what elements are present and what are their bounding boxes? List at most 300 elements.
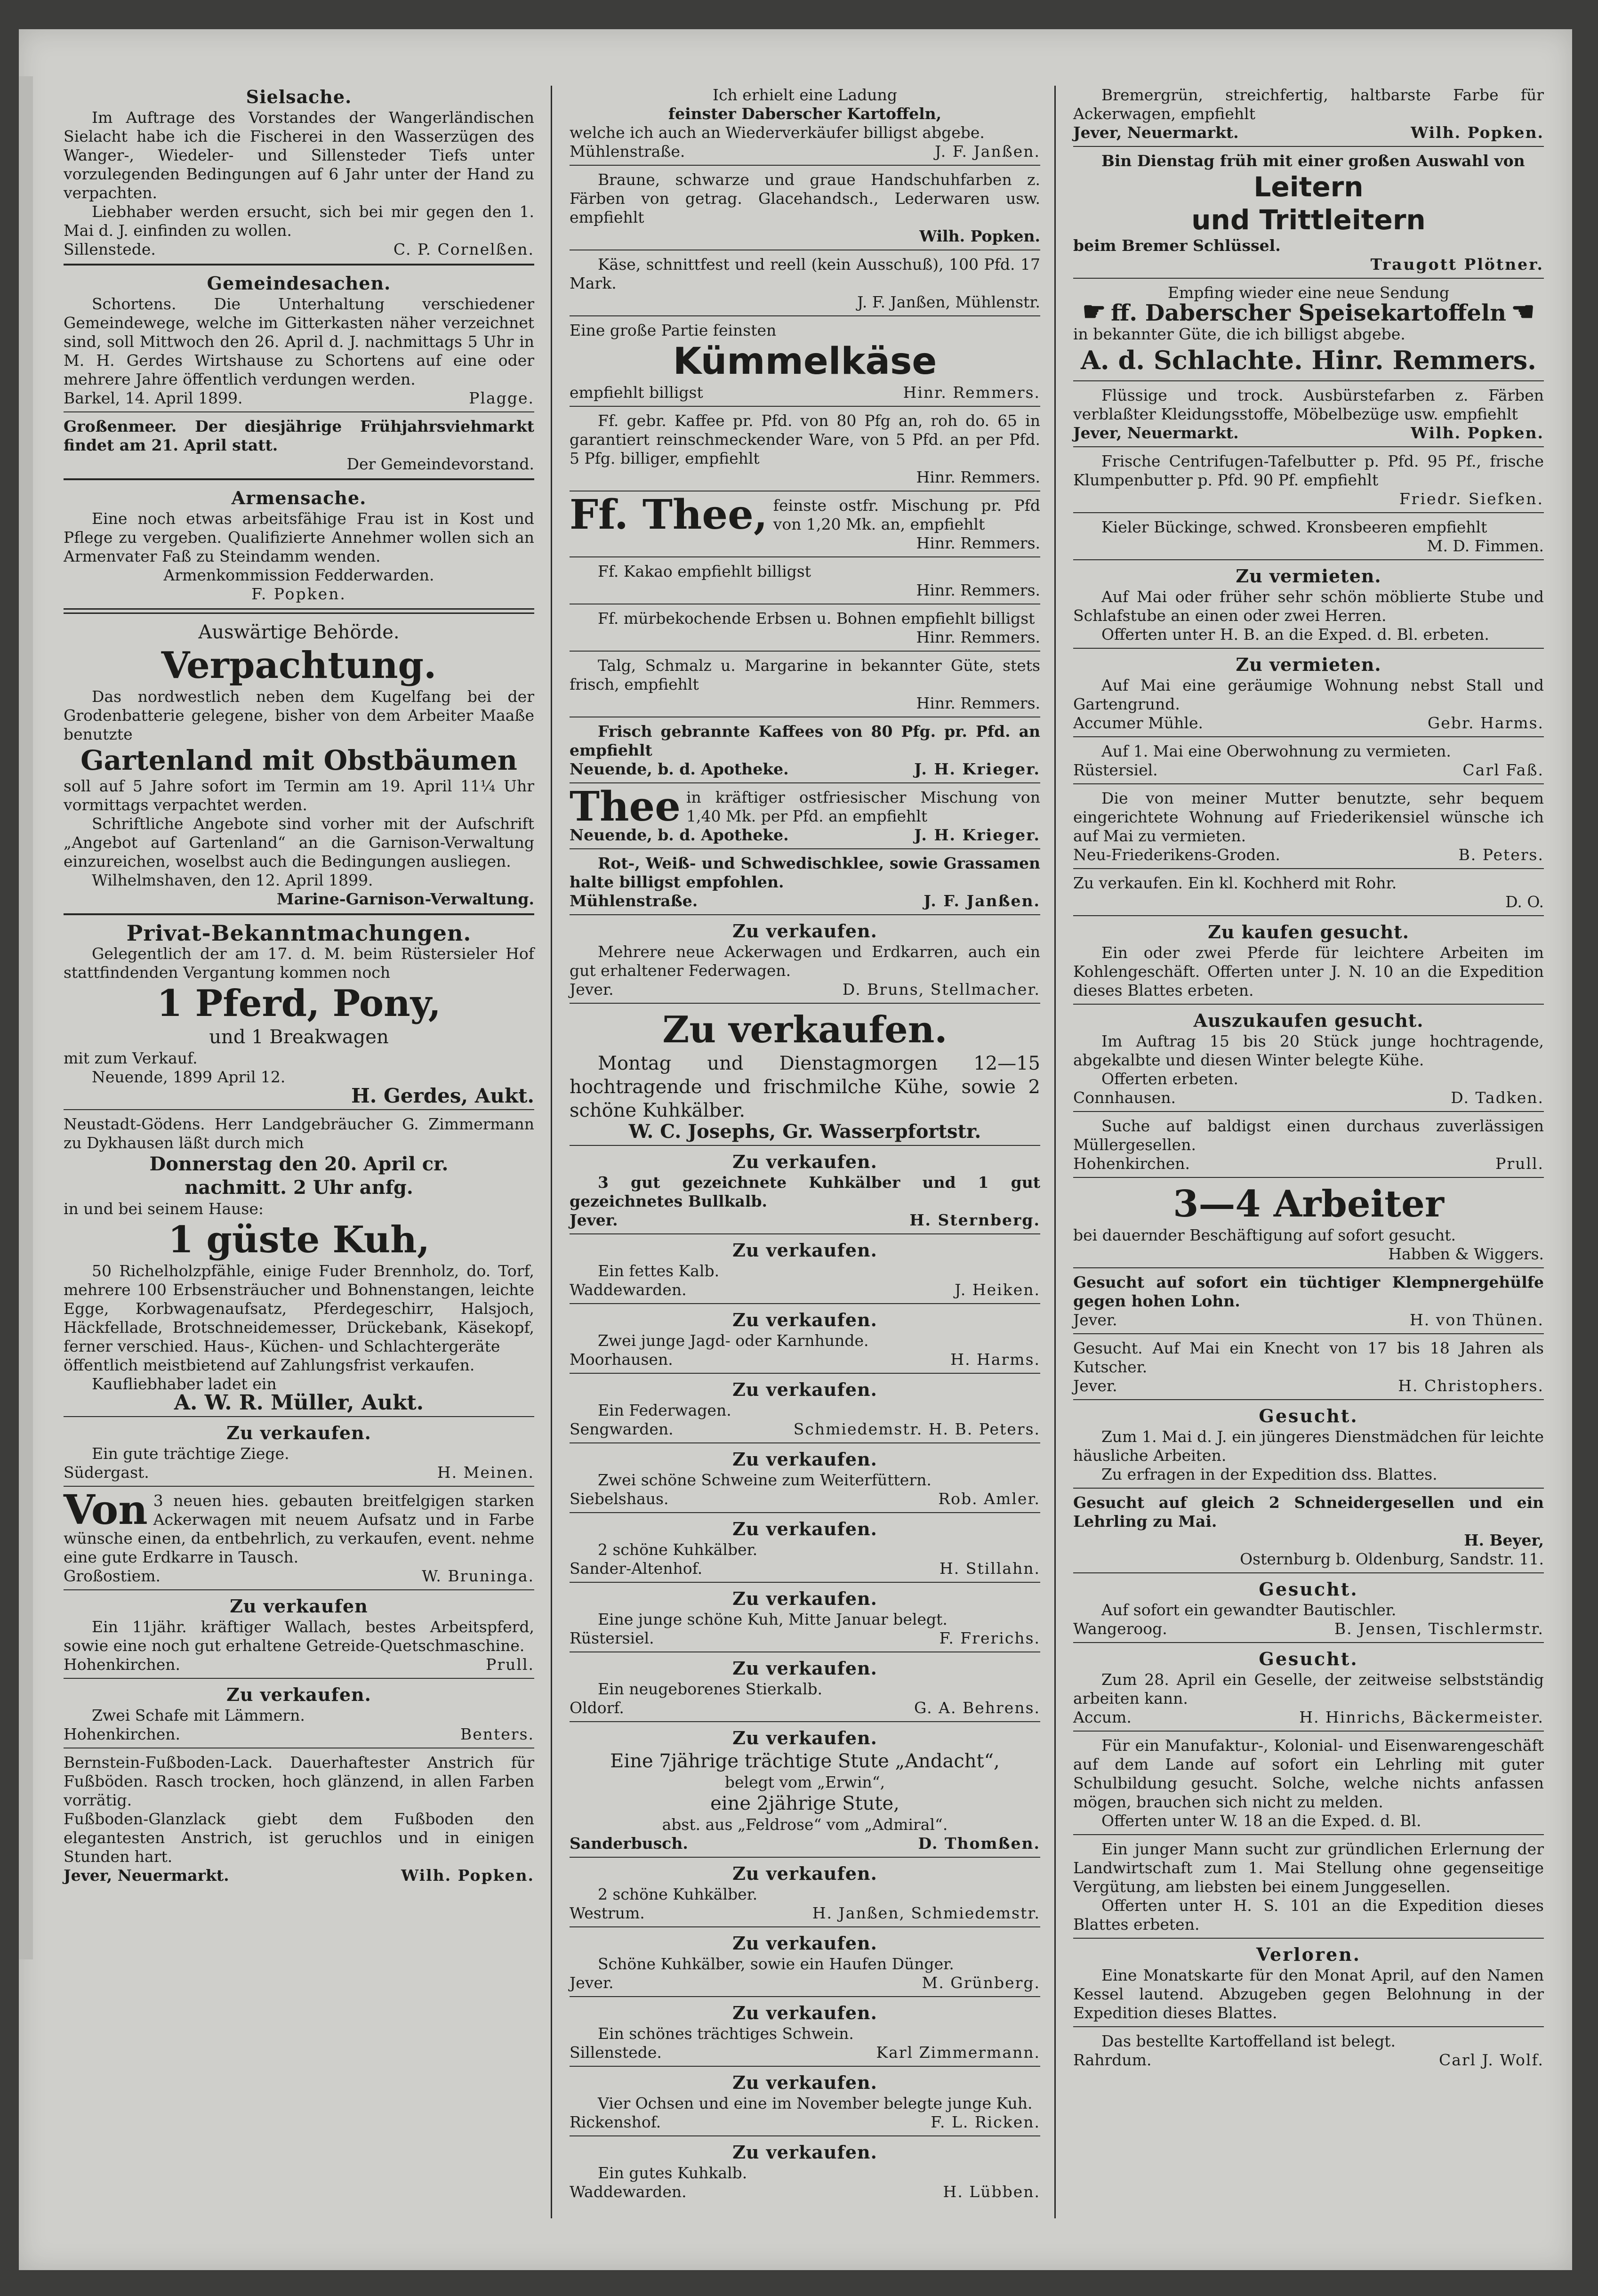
divider — [1073, 1834, 1544, 1835]
ad-vermieten-2 — [1073, 653, 1544, 733]
ad-auszukaufen — [1073, 1009, 1544, 1107]
ad-text: Ein schönes trächtiges Schwein. — [598, 2024, 854, 2043]
divider — [1073, 783, 1544, 784]
heading: Auszukaufen gesucht. — [1193, 1010, 1424, 1031]
ad-text: Bernstein-Fußboden-Lack. Dauerhaftester Anstrich für Fußböden. Rasch trocken, hoch glänzend, in allen Farben vorrätig. — [64, 1753, 534, 1809]
signature: G. A. Behrens. — [914, 1699, 1040, 1717]
ad-text: beim Bremer Schlüssel. — [1073, 236, 1281, 255]
ad-text: Mehrere neue Ackerwagen und Erdkarren, auch ein gut erhaltener Federwagen. — [570, 943, 1040, 980]
divider — [570, 1303, 1040, 1304]
ad-pferde-kaufen — [1073, 921, 1544, 1000]
divider — [570, 848, 1040, 849]
ad-text: Im Auftrag 15 bis 20 Stück junge hochtragende, abgekalbte und diesen Winter belegte Kühe. — [1073, 1032, 1544, 1069]
signature: Armenkommission Fedderwarden. — [163, 566, 434, 584]
ad-text: empfiehlt billigst — [570, 383, 703, 402]
divider — [1073, 1572, 1544, 1573]
headline: eine 2jährige Stute, — [710, 1793, 899, 1814]
headline: A. d. Schlachte. Hinr. Remmers. — [1081, 345, 1536, 375]
heading: Zu verkaufen. — [226, 1422, 371, 1443]
ad-stierkalb — [570, 1657, 1040, 1717]
signature: J. H. Krieger. — [914, 760, 1040, 778]
ad-wallach — [64, 1595, 534, 1674]
signature: D. Bruns, Stellmacher. — [842, 980, 1040, 999]
ad-bueckinge — [1073, 518, 1544, 556]
ad-text: Gesucht. Auf Mai ein Knecht von 17 bis 18 Jahren als Kutscher. — [1073, 1339, 1544, 1376]
divider — [1073, 1267, 1544, 1268]
ad-ackerwagen — [570, 920, 1040, 999]
column-1 — [64, 86, 534, 1888]
heading: Zu vermieten. — [1236, 654, 1381, 675]
divider — [1073, 446, 1544, 447]
signature: J. Heiken. — [955, 1281, 1040, 1299]
heading: Zu verkaufen — [230, 1595, 368, 1617]
divider — [64, 608, 534, 614]
ad-text: 2 schöne Kuhkälber. — [598, 1885, 758, 1903]
signature: Traugott Plötner. — [1370, 255, 1544, 274]
ad-text: Offerten unter W. 18 an die Exped. d. Bl. — [1101, 1812, 1421, 1830]
divider — [570, 1996, 1040, 1997]
ad-verpachtung — [64, 620, 534, 909]
ad-text: öffentlich meistbietend auf Zahlungsfrist verkaufen. — [64, 1356, 475, 1374]
divider — [570, 165, 1040, 166]
place: Wangeroog. — [1073, 1619, 1167, 1638]
ad-arbeiter — [1073, 1183, 1544, 1264]
divider — [64, 1678, 534, 1679]
signature: J. F. Janßen, Mühlenstr. — [857, 293, 1040, 311]
ad-text: Eine große Partie feinsten — [570, 321, 777, 339]
signature: C. P. Cornelßen. — [393, 240, 534, 258]
signature: Wilh. Popken. — [1411, 424, 1544, 442]
ad-text: Ein Federwagen. — [598, 1401, 731, 1419]
column-rule — [1054, 86, 1056, 2218]
divider — [64, 1589, 534, 1590]
divider — [570, 1582, 1040, 1583]
place: Rahrdum. — [1073, 2051, 1152, 2069]
ad-text: Ein junger Mann sucht zur gründlichen Erlernung der Landwirtschaft zum 1. Mai Stellung ohne gegenseitige Vergütung, am liebsten bei einem Junggesellen. — [1073, 1840, 1544, 1896]
ad-text: Frisch gebrannte Kaffees von 80 Pfg. pr. Pfd. an empfiehlt — [570, 722, 1040, 759]
ad-text: 3 gut gezeichnete Kuhkälber und 1 gut gezeichnetes Bullkalb. — [570, 1173, 1040, 1210]
ad-text: Flüssige und trock. Ausbürstefarben z. Färben verblaßter Kleidungsstoffe, Möbelbezüge usw. empfiehlt — [1073, 386, 1544, 423]
ad-text: 2 schöne Kuhkälber. — [598, 1540, 758, 1559]
signature: F. L. Ricken. — [931, 2113, 1040, 2131]
date: Wilhelmshaven, den 12. April 1899. — [92, 871, 373, 889]
place: Mühlenstraße. — [570, 892, 698, 910]
place: Jever. — [570, 980, 614, 999]
ad-ausbuerstefarben — [1073, 386, 1544, 443]
divider — [570, 914, 1040, 915]
place: Accum. — [1073, 1708, 1132, 1726]
place: Jever. — [1073, 1311, 1117, 1329]
ad-frisch-kaffee — [570, 722, 1040, 779]
ad-pferd — [64, 922, 534, 1105]
place: Hohenkirchen. — [64, 1655, 181, 1674]
ad-thee-krieger — [570, 783, 1040, 845]
ad-text: in kräftiger ostfriesischer Mischung von 1,40 Mk. per Pfd. an empfiehlt — [686, 788, 1040, 825]
signature: Schmiedemstr. H. B. Peters. — [793, 1420, 1040, 1438]
signature: Friedr. Siefken. — [1399, 490, 1544, 508]
ad-text: Offerten erbeten. — [1101, 1070, 1238, 1088]
ad-text: Das bestellte Kartoffelland ist belegt. — [1101, 2032, 1396, 2050]
ad-schafe — [64, 1684, 534, 1744]
ad-von — [64, 1486, 534, 1586]
ad-text: Eine junge schöne Kuh, Mitte Januar belegt. — [598, 1610, 948, 1628]
signature: H. Janßen, Schmiedemstr. — [812, 1904, 1040, 1922]
heading: Zu verkaufen. — [732, 1518, 877, 1539]
date: Neuende, 1899 April 12. — [92, 1068, 286, 1086]
divider — [570, 1442, 1040, 1443]
ad-knecht — [1073, 1339, 1544, 1395]
headline: nachmitt. 2 Uhr anfg. — [185, 1176, 413, 1199]
divider — [570, 1145, 1040, 1146]
ad-text: belegt vom „Erwin“, — [724, 1773, 885, 1791]
signature: H. Christophers. — [1398, 1377, 1544, 1395]
ad-text: Braune, schwarze und graue Handschuhfarben z. Färben von getrag. Glacehandsch., Lederwaren usw. empfiehlt — [570, 170, 1040, 226]
ad-kuhkaelber — [570, 1518, 1040, 1578]
signature: Wilh. Popken. — [919, 227, 1040, 245]
place: Waddewarden. — [570, 1281, 687, 1299]
ad-text: Die von meiner Mutter benutzte, sehr bequem eingerichtete Wohnung auf Friederikensiel wünsche ich auf Mai zu vermieten. — [1073, 789, 1544, 845]
headline: ff. Daberscher Speisekartoffeln — [1110, 300, 1507, 326]
signature: Benters. — [460, 1725, 534, 1743]
ad-text: Ff. mürbekochende Erbsen u. Bohnen empfiehlt billigst — [598, 609, 1035, 628]
divider — [570, 2066, 1040, 2067]
ad-text: Auf Mai eine geräumige Wohnung nebst Stall und Gartengrund. — [1073, 676, 1544, 713]
ad-schneider — [1073, 1493, 1544, 1569]
heading: Armensache. — [231, 487, 367, 508]
ad-text: Ein fettes Kalb. — [598, 1262, 720, 1280]
ad-geselle — [1073, 1648, 1544, 1727]
divider — [64, 1109, 534, 1110]
headline: 1 Pferd, Pony, — [157, 982, 441, 1025]
signature: Hinr. Remmers. — [916, 534, 1040, 552]
headline: Eine 7jährige trächtige Stute „Andacht“, — [610, 1750, 1000, 1772]
ad-text: Ein oder zwei Pferde für leichtere Arbeiten im Kohlengeschäft. Offerten unter J. N. 10 an die Expedition dieses Blattes erbeten. — [1073, 943, 1544, 999]
heading: Verloren. — [1256, 1944, 1361, 1965]
signature: Wilh. Popken. — [401, 1866, 534, 1885]
signature: Der Gemeindevorstand. — [346, 455, 534, 473]
signature: Carl Faß. — [1462, 761, 1544, 779]
heading: Gemeindesachen. — [207, 273, 391, 294]
divider — [1073, 1004, 1544, 1005]
ad-text: Zum 28. April ein Geselle, der zeitweise selbstständig arbeiten kann. — [1073, 1670, 1544, 1708]
ad-hunde — [570, 1309, 1040, 1369]
place: Barkel, 14. April 1899. — [64, 389, 243, 407]
heading: Zu verkaufen. — [732, 2142, 877, 2163]
heading: Zu verkaufen. — [732, 1309, 877, 1330]
divider — [1073, 915, 1544, 916]
divider — [64, 264, 534, 266]
ad-text: Montag und Dienstagmorgen 12—15 hochtragende und frischmilche Kühe, sowie 2 schöne Kuhkälber. — [570, 1053, 1040, 1121]
divider — [1073, 1488, 1544, 1489]
headline: Gartenland mit Obstbäumen — [80, 744, 517, 776]
ad-text: Ein neugeborenes Stierkalb. — [598, 1680, 823, 1698]
signature: H. Harms. — [950, 1350, 1040, 1369]
heading: Zu verkaufen. — [732, 1449, 877, 1470]
ad-ziege — [64, 1422, 534, 1482]
signature: H. Stillahn. — [940, 1559, 1040, 1578]
divider — [570, 315, 1040, 316]
ad-text: Gesucht auf sofort ein tüchtiger Klempnergehülfe gegen hohen Lohn. — [1073, 1273, 1544, 1310]
ad-lack — [64, 1753, 534, 1885]
signature: Hinr. Remmers. — [916, 628, 1040, 646]
signature: B. Jensen, Tischlermstr. — [1334, 1619, 1544, 1638]
ad-schweine — [570, 1448, 1040, 1508]
signature: D. O. — [1505, 893, 1544, 911]
divider — [570, 1721, 1040, 1722]
ad-text: Gesucht auf gleich 2 Schneidergesellen und ein Lehrling zu Mai. — [1073, 1493, 1544, 1531]
signature: Rob. Amler. — [938, 1490, 1040, 1508]
ad-text: Bremergrün, streichfertig, haltbarste Farbe für Ackerwagen, empfiehlt — [1073, 86, 1544, 123]
ad-armensache — [64, 487, 534, 604]
place: Jever. — [1073, 1377, 1117, 1395]
ad-leitern — [1073, 152, 1544, 274]
ad-text: Schriftliche Angebote sind vorher mit der Aufschrift „Angebot auf Gartenland“ an die Garnison-Verwaltung einzureichen, woselbst auch die Bedingungen ausliegen. — [64, 814, 534, 870]
ad-lehrling — [1073, 1736, 1544, 1830]
signature: Hinr. Remmers. — [916, 581, 1040, 599]
place: Moorhausen. — [570, 1350, 673, 1369]
ad-stute — [570, 1727, 1040, 1853]
signature: Plagge. — [469, 389, 534, 407]
divider — [1073, 1642, 1544, 1643]
divider — [1073, 278, 1544, 279]
divider — [570, 1003, 1040, 1004]
subheadline: und 1 Breakwagen — [209, 1026, 389, 1048]
signature: D. Thomßen. — [918, 1834, 1040, 1853]
ad-text: mit zum Verkauf. — [64, 1049, 198, 1067]
ad-text: Offerten unter H. S. 101 an die Expedition dieses Blattes erbeten. — [1073, 1896, 1544, 1933]
place: Sillenstede. — [64, 240, 156, 258]
heading: Zu verkaufen. — [732, 2072, 877, 2093]
ad-klempner — [1073, 1273, 1544, 1329]
heading: Gesucht. — [1259, 1579, 1358, 1600]
ad-text: 3 neuen hies. gebauten breitfelgigen starken Ackerwagen mit neuem Aufsatz und in Farbe wünsche einen, da entbehrlich, zu verkaufen, event. nehme eine gute Erdkarre in Tausch. — [64, 1491, 534, 1566]
heading: Auswärtige Behörde. — [198, 621, 400, 643]
divider — [1073, 1731, 1544, 1732]
column-3 — [1073, 86, 1544, 2072]
headline: Von — [64, 1486, 148, 1534]
ad-vermieten-1 — [1073, 565, 1544, 644]
divider — [1073, 1177, 1544, 1178]
signature: Hinr. Remmers. — [916, 694, 1040, 712]
signature: Hinr. Remmers. — [903, 383, 1040, 402]
signature: H. Meinen. — [437, 1463, 534, 1482]
ad-text: Neustadt-Gödens. Herr Landgebräucher G. Zimmermann zu Dykhausen läßt durch mich — [64, 1115, 534, 1152]
ad-text: Zu verkaufen. Ein kl. Kochherd mit Rohr. — [1073, 874, 1397, 892]
column-rule — [551, 86, 552, 2218]
place: Jever. — [570, 1211, 618, 1229]
headline: und Trittleitern — [1191, 204, 1426, 236]
signature: Carl J. Wolf. — [1438, 2051, 1544, 2069]
ad-text: welche ich auch an Wiederverkäufer billigst abgebe. — [570, 123, 985, 142]
ad-muellergeselle — [1073, 1117, 1544, 1173]
ad-text: Ff. gebr. Kaffee pr. Pfd. von 80 Pfg an, roh do. 65 in garantiert reinschmeckender Ware, von 5 Pfd. an per Pfd. 5 Pfg. billiger, empfiehlt — [570, 411, 1040, 467]
divider — [64, 1416, 534, 1417]
place: Waddewarden. — [570, 2183, 687, 2201]
heading: Zu verkaufen. — [732, 1151, 877, 1172]
heading: Zu verkaufen. — [732, 1658, 877, 1679]
place: Südergast. — [64, 1463, 149, 1482]
ad-text: Zu erfragen in der Expedition dss. Blattes. — [1101, 1465, 1437, 1483]
ad-text: feinste ostfr. Mischung pr. Pfd von 1,20 Mk. an, empfiehlt — [773, 496, 1040, 533]
signature: J. F. Janßen. — [923, 892, 1040, 910]
signature: H. Beyer, — [1464, 1531, 1544, 1549]
ad-kuehe — [570, 1008, 1040, 1141]
ad-klee — [570, 854, 1040, 910]
ad-text: Zum 1. Mai d. J. ein jüngeres Dienstmädchen für leichte häusliche Arbeiten. — [1073, 1427, 1544, 1465]
place: Accumer Mühle. — [1073, 714, 1204, 732]
place: Großostiem. — [64, 1567, 161, 1585]
divider — [570, 406, 1040, 407]
ad-fettes-kalb — [570, 1239, 1040, 1299]
place: Siebelshaus. — [570, 1490, 669, 1508]
heading: Gesucht. — [1259, 1648, 1358, 1669]
ad-text: Ein gute trächtige Ziege. — [92, 1444, 289, 1463]
heading: Zu vermieten. — [1236, 565, 1381, 587]
ad-text: Ein 11jähr. kräftiger Wallach, bestes Arbeitspferd, sowie eine noch gut erhaltene Getreide-Quetschmaschine. — [64, 1618, 534, 1655]
headline: Donnerstag den 20. April cr. — [149, 1153, 449, 1175]
heading: Gesucht. — [1259, 1405, 1358, 1426]
signature: W. Bruninga. — [422, 1567, 534, 1585]
divider — [64, 913, 534, 915]
place: Hohenkirchen. — [1073, 1154, 1190, 1173]
ad-sielsache — [64, 86, 534, 259]
place: Sander-Altenhof. — [570, 1559, 703, 1578]
divider — [1073, 1111, 1544, 1112]
signature: H. Sternberg. — [909, 1211, 1040, 1229]
place: Neuende, b. d. Apotheke. — [570, 826, 789, 844]
ad-text: Vier Ochsen und eine im November belegte junge Kuh. — [598, 2094, 1033, 2112]
signature: H. Hinrichs, Bäckermeister. — [1299, 1708, 1544, 1726]
ad-text: Ff. Kakao empfiehlt billigst — [598, 562, 811, 580]
signature: B. Peters. — [1458, 846, 1544, 864]
signature: W. C. Josephs, Gr. Wasserpfortstr. — [628, 1120, 981, 1143]
signature: F. Popken. — [251, 585, 346, 603]
ad-kuhkalb — [570, 2141, 1040, 2201]
ad-text: Liebhaber werden ersucht, sich bei mir gegen den 1. Mai d. J. einfinden zu wollen. — [64, 202, 534, 240]
divider — [570, 556, 1040, 557]
ad-oberwohnung — [1073, 742, 1544, 780]
ad-wohnung-mutter — [1073, 789, 1544, 864]
ad-text: Kieler Bückinge, schwed. Kronsbeeren empfiehlt — [1101, 518, 1487, 536]
divider — [1073, 2026, 1544, 2027]
ad-text: Auf 1. Mai eine Oberwohnung zu vermieten. — [1101, 742, 1451, 760]
place: Jever. — [570, 1974, 614, 1992]
ad-text: in und bei seinem Hause: — [64, 1200, 264, 1218]
ad-text: Eine noch etwas arbeitsfähige Frau ist in Kost und Pflege zu vergeben. Qualifizierte Annehmer wollen sich an Armenvater Faß zu Steindamm wenden. — [64, 509, 534, 565]
place: Jever, Neuermarkt. — [1073, 123, 1239, 142]
headline: Thee — [570, 783, 681, 830]
divider — [570, 1373, 1040, 1374]
divider — [570, 1857, 1040, 1858]
ad-text: Bin Dienstag früh mit einer großen Auswahl von — [1101, 152, 1525, 170]
place: Sengwarden. — [570, 1420, 674, 1438]
divider — [1073, 648, 1544, 649]
ad-text: Frische Centrifugen-Tafelbutter p. Pfd. 95 Pf., frische Klumpenbutter p. Pfd. 90 Pf. empfiehlt — [1073, 452, 1544, 489]
divider — [64, 478, 534, 480]
ad-text: in bekannter Güte, die ich billigst abgebe. — [1073, 325, 1405, 343]
ad-traechtiges-schwein — [570, 2002, 1040, 2062]
place: Connhausen. — [1073, 1088, 1176, 1107]
heading: Zu verkaufen. — [732, 920, 877, 942]
ad-text: Fußboden-Glanzlack giebt dem Fußboden den elegantesten Anstrich, ist geruchlos und in einigen Stunden hart. — [64, 1810, 534, 1866]
ad-bremergruen — [1073, 86, 1544, 142]
ad-kaese — [570, 255, 1040, 312]
signature: Prull. — [486, 1655, 534, 1674]
ad-kuhkaelber-2 — [570, 1862, 1040, 1923]
ad-kaffee — [570, 411, 1040, 487]
divider — [570, 1233, 1040, 1234]
ad-kalb1 — [570, 1151, 1040, 1230]
ad-kuh — [570, 1587, 1040, 1648]
ad-text: Empfing wieder eine neue Sendung — [1167, 283, 1450, 302]
signature: M. Grünberg. — [922, 1974, 1040, 1992]
signature: A. W. R. Müller, Aukt. — [174, 1391, 424, 1415]
divider — [1073, 1333, 1544, 1334]
place: Rüstersiel. — [570, 1629, 654, 1647]
ad-text: abst. aus „Feldrose“ vom „Admiral“. — [662, 1815, 948, 1834]
ad-verloren — [1073, 1943, 1544, 2022]
heading: Zu verkaufen. — [732, 2002, 877, 2023]
ad-kakao — [570, 562, 1040, 600]
divider — [64, 411, 534, 412]
ad-duenger — [570, 1932, 1040, 1992]
headline: feinster Daberscher Kartoffeln, — [668, 105, 942, 123]
ad-thee — [570, 491, 1040, 553]
ad-text: Das nordwestlich neben dem Kugelfang bei der Grodenbatterie gelegene, bisher von dem Arbeiter Maaße benutzte — [64, 687, 534, 743]
divider — [1073, 512, 1544, 513]
ad-speisekartoffeln — [1073, 283, 1544, 377]
divider — [1073, 1399, 1544, 1400]
ad-erbsen — [570, 609, 1040, 647]
ad-text: Kaufliebhaber ladet ein — [92, 1375, 277, 1393]
place: Rüstersiel. — [1073, 761, 1158, 779]
signature: Karl Zimmermann. — [876, 2043, 1040, 2062]
ad-text: Ein gutes Kuhkalb. — [598, 2164, 747, 2182]
ad-text: soll auf 5 Jahre sofort im Termin am 19. April 11¼ Uhr vormittags verpachtet werden. — [64, 777, 534, 814]
signature: D. Tadken. — [1451, 1088, 1544, 1107]
ad-text: Talg, Schmalz u. Margarine in bekannter Güte, stets frisch, empfiehlt — [570, 656, 1040, 693]
facing-page-edge — [19, 76, 33, 1959]
ad-grossenmeer — [64, 417, 534, 474]
ad-kartoffeln — [570, 86, 1040, 161]
ad-text: Schöne Kuhkälber, sowie ein Haufen Dünger. — [598, 1955, 954, 1973]
signature: Marine-Garnison-Verwaltung. — [277, 890, 534, 908]
ad-text: 50 Richelholzpfähle, einige Fuder Brennholz, do. Torf, mehrere 100 Erbsensträucher und Bohnenstangen, leichte Egge, Korbwagenaufsatz, Pferdegeschirr, Halsjoch, Häckfellade, Brotschneidemesser, Drückebank, Käsekopf, ferner verschied. Haus-, Küchen- und Schlachtergeräte — [64, 1262, 534, 1355]
heading: Zu kaufen gesucht. — [1208, 921, 1409, 943]
divider — [1073, 736, 1544, 737]
ad-neustadt — [64, 1115, 534, 1415]
ad-text: Schortens. Die Unterhaltung verschiedener Gemeindewege, welche im Gitterkasten näher verzeichnet sind, soll Mittwoch den 26. April d. J. nachmittags 5 Uhr in M. H. Gerdes Wirtshause zu Schortens auf eine oder mehrere Jahre öffentlich verdungen werden. — [64, 295, 534, 388]
heading: Zu verkaufen. — [226, 1684, 371, 1705]
headline: 3—4 Arbeiter — [1173, 1183, 1444, 1225]
place: Neuende, b. d. Apotheke. — [570, 760, 789, 778]
ad-kochherd — [1073, 874, 1544, 911]
place: Sillenstede. — [570, 2043, 662, 2062]
ad-text: Käse, schnittfest und reell (kein Ausschuß), 100 Pfd. 17 Mark. — [570, 255, 1040, 292]
address: Osternburg b. Oldenburg, Sandstr. 11. — [1240, 1550, 1544, 1568]
ad-text: Rot-, Weiß- und Schwedischklee, sowie Grassamen halte billigst empfohlen. — [570, 854, 1040, 891]
ad-kartoffelland — [1073, 2032, 1544, 2070]
headline: Ff. Thee, — [570, 491, 768, 539]
divider — [1073, 868, 1544, 869]
signature: F. Frerichs. — [939, 1629, 1040, 1647]
heading: Zu verkaufen. — [732, 1933, 877, 1954]
place: Jever, Neuermarkt. — [64, 1866, 229, 1885]
heading: Sielsache. — [246, 86, 352, 107]
ad-text: Suche auf baldigst einen durchaus zuverlässigen Müllergesellen. — [1073, 1117, 1544, 1154]
heading: Zu verkaufen. — [732, 1863, 877, 1884]
signature: Gebr. Harms. — [1427, 714, 1544, 732]
